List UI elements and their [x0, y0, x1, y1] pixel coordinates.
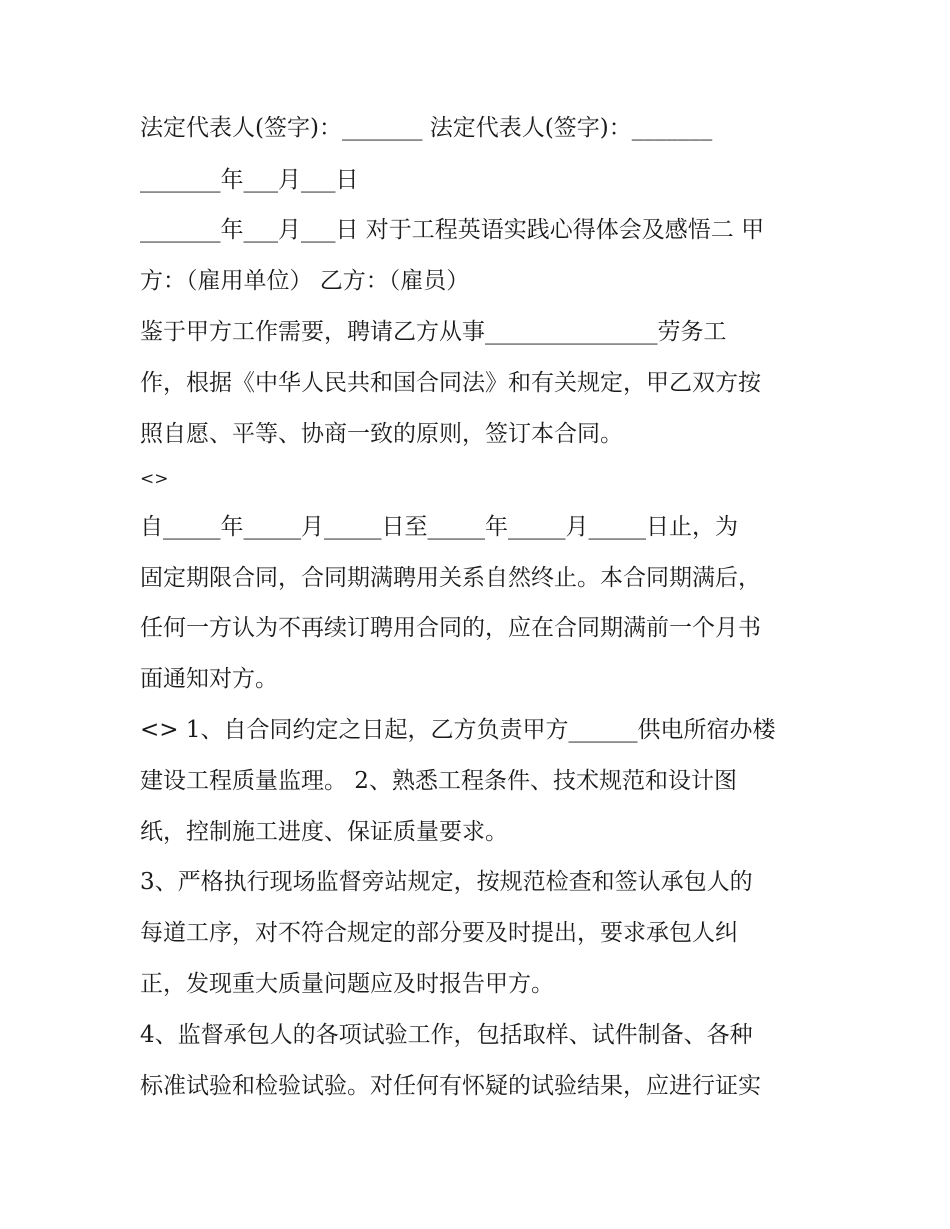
text-line: 4、监督承包人的各项试验工作，包括取样、试件制备、各种: [140, 1022, 753, 1048]
text-line: 标准试验和检验试验。对任何有怀疑的试验结果，应进行证实: [140, 1073, 761, 1099]
text-line: 任何一方认为不再续订聘用合同的，应在合同期满前一个月书: [140, 615, 761, 641]
text-line: 自_____年_____月_____日至_____年_____月_____日止，为: [140, 514, 738, 540]
text-line: <>: [140, 469, 169, 489]
text-line: 建设工程质量监理。 2、熟悉工程条件、技术规范和设计图: [140, 768, 737, 794]
text-line: 固定期限合同，合同期满聘用关系自然终止。本合同期满后，: [140, 565, 761, 591]
text-line: 法定代表人(签字)：_______ 法定代表人(签字)：_______: [140, 115, 713, 141]
text-line: _______年___月___日: [140, 167, 359, 193]
text-line: _______年___月___日 对于工程英语实践心得体会及感悟二 甲: [140, 217, 765, 243]
text-line: 鉴于甲方工作需要，聘请乙方从事_______________劳务工: [140, 319, 727, 345]
text-line: 纸，控制施工进度、保证质量要求。: [140, 819, 508, 845]
text-line: 照自愿、平等、协商一致的原则，签订本合同。: [140, 421, 623, 447]
text-line: <> 1、自合同约定之日起，乙方负责甲方______供电所宿办楼: [140, 717, 776, 743]
text-line: 正，发现重大质量问题应及时报告甲方。: [140, 971, 554, 997]
text-line: 每道工序，对不符合规定的部分要及时提出，要求承包人纠: [140, 920, 738, 946]
text-line: 作，根据《中华人民共和国合同法》和有关规定，甲乙双方按: [140, 370, 761, 396]
text-line: 面通知对方。: [140, 666, 278, 692]
text-line: 3、严格执行现场监督旁站规定，按规范检查和签认承包人的: [140, 869, 753, 895]
text-line: 方：（雇用单位） 乙方：（雇员）: [140, 268, 470, 294]
